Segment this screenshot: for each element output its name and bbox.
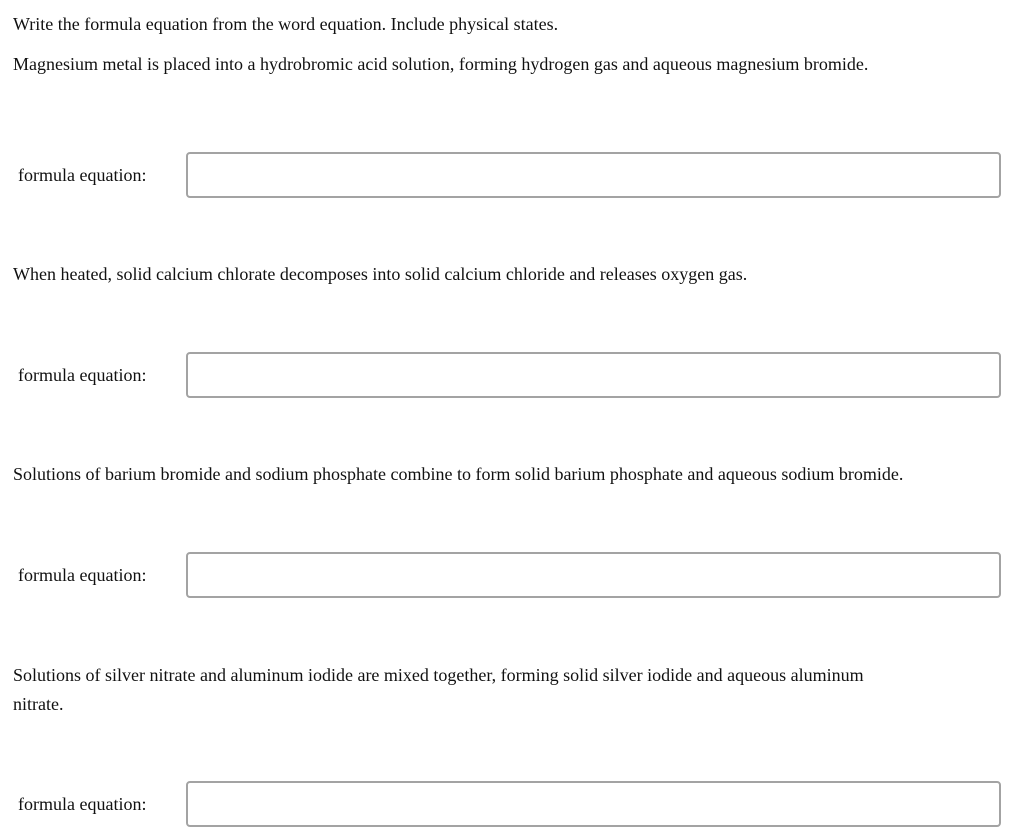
question-2-prompt: When heated, solid calcium chlorate decomposes into solid calcium chloride and releases oxygen gas. — [13, 264, 748, 284]
question-1-label: formula equation: — [18, 165, 147, 185]
question-2-formula-input[interactable] — [186, 352, 1001, 398]
instructions-text: Write the formula equation from the word equation. Include physical states. — [13, 14, 559, 34]
question-3-formula-input[interactable] — [186, 552, 1001, 598]
question-2-label: formula equation: — [18, 365, 147, 385]
question-4-prompt: Solutions of silver nitrate and aluminum iodide are mixed together, forming solid silver iodide and aqueous aluminum nitrate. — [13, 665, 864, 714]
question-1-prompt: Magnesium metal is placed into a hydrobromic acid solution, forming hydrogen gas and aqueous magnesium bromide. — [13, 54, 869, 74]
question-3-prompt: Solutions of barium bromide and sodium phosphate combine to form solid barium phosphate and aqueous sodium bromide. — [13, 464, 904, 484]
question-4-formula-input[interactable] — [186, 781, 1001, 827]
question-1-formula-input[interactable] — [186, 152, 1001, 198]
question-4-label: formula equation: — [18, 794, 147, 814]
question-3-label: formula equation: — [18, 565, 147, 585]
